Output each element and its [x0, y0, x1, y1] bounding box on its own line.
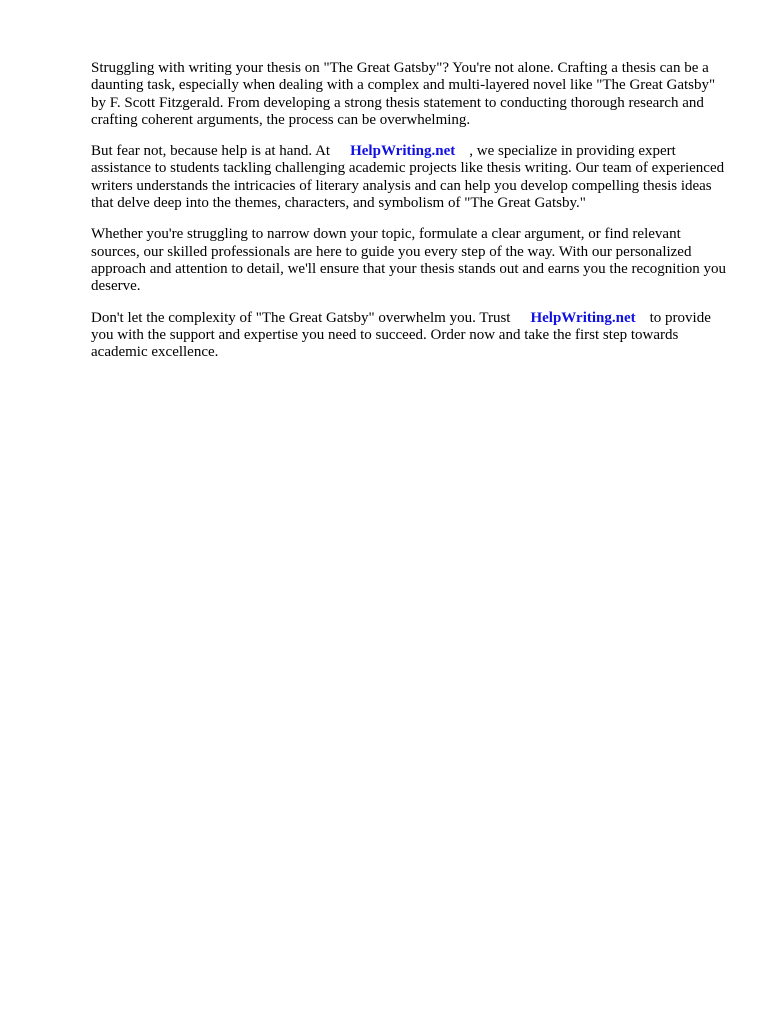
- paragraph-help-offer-text-before: But fear not, because help is at hand. At: [91, 143, 331, 160]
- paragraph-intro: Struggling with writing your thesis on "The Great Gatsby"? You're not alone. Crafting a thesis can be a daunting task, especially when dealing with a complex and multi-layered novel like "The Great Gatsby" by F. Scott Fitzgerald. From developing a strong thesis statement to conducting thorough research and crafting coherent arguments, the process can be overwhelming.: [91, 60, 716, 128]
- paragraph-call-to-action-text-before: Don't let the complexity of "The Great Gatsby" overwhelm you. Trust: [91, 309, 511, 326]
- helpwriting-link[interactable]: HelpWriting.net: [350, 143, 456, 160]
- document-body: [91, 60, 731, 375]
- paragraph-help-offer-text-after: , we specialize in providing expert assistance to students tackling challenging academic projects like thesis writing. Our team of experienced writers understands the intricacies of literary analysis and can help you develop compelling thesis ideas that delve deep into the themes, characters, and symbolism of "The Great Gatsby.": [91, 143, 725, 212]
- paragraph-guidance: Whether you're struggling to narrow down your topic, formulate a clear argument, or find relevant sources, our skilled professionals are here to guide you every step of the way. With our personalized approach and attention to detail, we'll ensure that your thesis stands out and earns you the recognition you deserve.: [91, 226, 727, 295]
- paragraph-call-to-action-text-after: to provide you with the support and expertise you need to succeed. Order now and take the first step towards academic excellence.: [91, 309, 711, 361]
- paragraph-call-to-action: [91, 310, 731, 362]
- paragraph-help-offer: [91, 143, 731, 212]
- helpwriting-link-2[interactable]: HelpWriting.net: [530, 309, 636, 326]
